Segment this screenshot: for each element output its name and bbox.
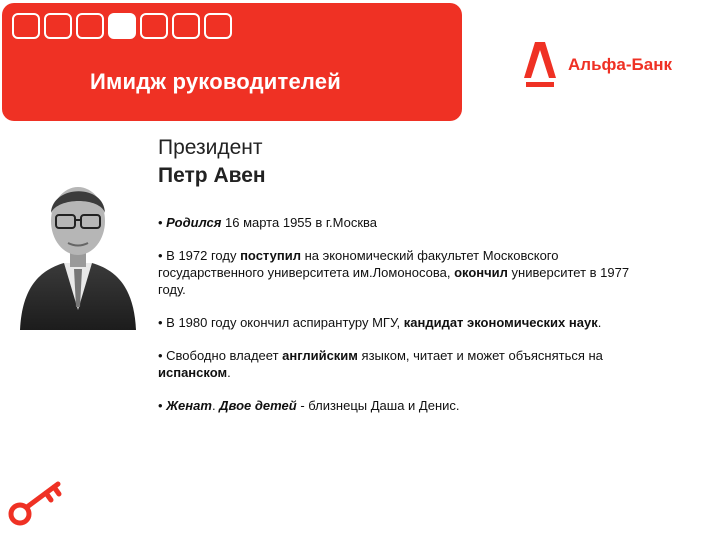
bio-text: • В 1980 году окончил аспирантуру МГУ, <box>158 315 404 330</box>
bio-text: • В 1972 году <box>158 248 241 263</box>
slide-nav-box[interactable] <box>76 13 104 39</box>
page-title: Имидж руководителей <box>90 69 341 94</box>
bio-text: Женат <box>166 398 212 413</box>
header-banner <box>2 3 462 121</box>
slide-nav-box[interactable] <box>12 13 40 39</box>
slide-nav-box[interactable] <box>172 13 200 39</box>
portrait-photo <box>18 175 138 330</box>
bio-text: 16 марта 1955 в г.Москва <box>221 215 378 230</box>
slide-nav-box[interactable] <box>140 13 168 39</box>
key-icon <box>6 478 70 528</box>
bio-item <box>158 397 658 414</box>
bio-text: английским <box>282 348 358 363</box>
logo-text: Альфа-Банк <box>568 55 672 74</box>
person-role: Президент <box>158 136 263 159</box>
bio-text: • <box>158 215 167 230</box>
bio-text: окончил <box>454 265 508 280</box>
slide-nav <box>12 13 232 39</box>
slide-nav-box[interactable] <box>44 13 72 39</box>
bio-text: Родился <box>166 215 222 230</box>
alfa-bank-logo <box>524 42 672 88</box>
bio-text: языком, читает и может объясняться на <box>357 348 603 363</box>
bio-text: поступил <box>240 248 301 263</box>
bio-text: университет в 1977 году. <box>158 265 630 297</box>
bio-item <box>158 347 658 381</box>
slide-nav-box[interactable] <box>108 13 136 39</box>
bio-item <box>158 314 658 331</box>
bio-item <box>158 214 658 231</box>
bio-text: . <box>227 365 231 380</box>
alfa-a-logo-icon <box>524 42 556 88</box>
slide-nav-box[interactable] <box>204 13 232 39</box>
bio-text: на экономический факультет Московского государственного университета им.Ломоносова, <box>158 248 559 280</box>
bio-text: . <box>597 315 602 330</box>
bio-text: Двое детей <box>219 398 297 413</box>
person-name: Петр Авен <box>158 164 266 187</box>
biography-list <box>158 214 658 430</box>
bio-text: кандидат экономических наук <box>403 315 598 330</box>
bio-text: - близнецы Даша и Денис. <box>296 398 460 413</box>
bio-text: . <box>211 398 220 413</box>
bio-item <box>158 247 658 298</box>
bio-text: испанском <box>158 365 228 380</box>
bio-text: • <box>158 398 167 413</box>
bio-text: • Свободно владеет <box>158 348 283 363</box>
